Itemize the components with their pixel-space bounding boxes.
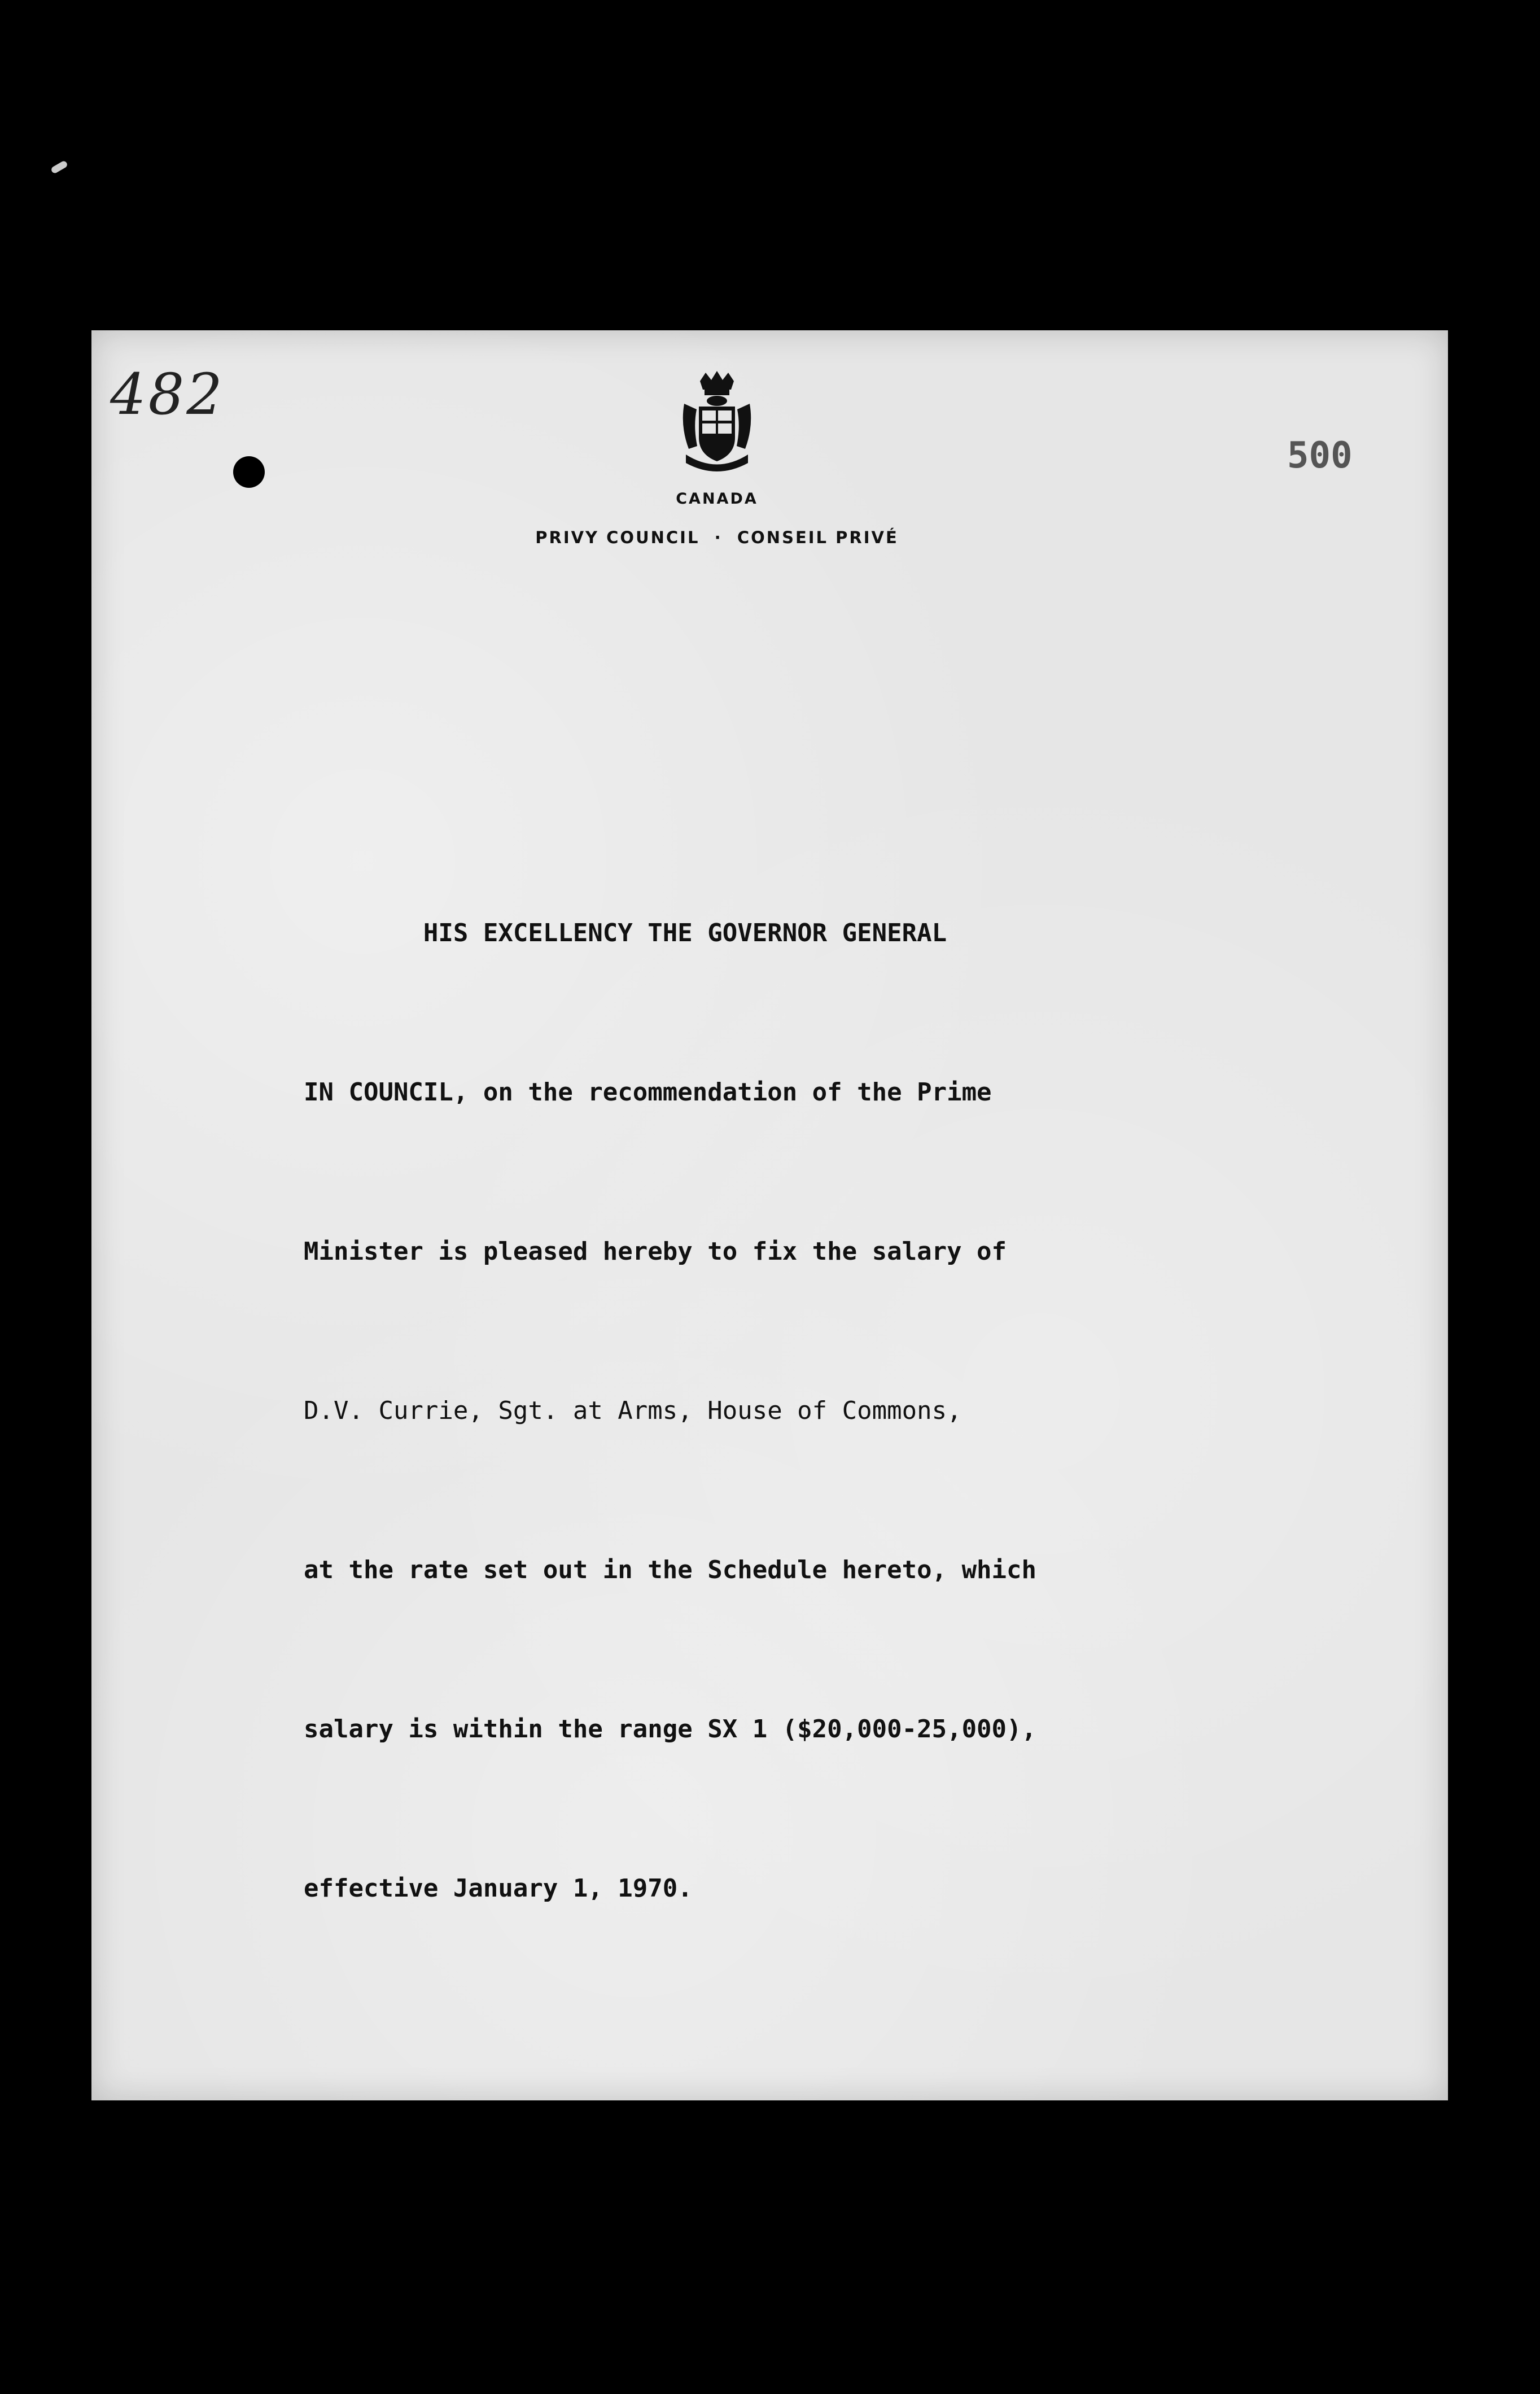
handwritten-page-number: 482 <box>110 361 225 427</box>
body-line: at the rate set out in the Schedule hereto, which <box>304 1556 1037 1584</box>
body-line: effective January 1, 1970. <box>304 1874 693 1903</box>
body-line: HIS EXCELLENCY THE GOVERNOR GENERAL <box>304 919 947 947</box>
body-line: D.V. Currie, Sgt. at Arms, House of Commons, <box>304 1396 962 1425</box>
body-line: salary is within the range SX 1 ($20,000-25,000), <box>304 1715 1037 1744</box>
letterhead-council: PRIVY COUNCIL · CONSEIL PRIVÉ <box>535 528 899 547</box>
order-in-council-text <box>304 801 1036 1968</box>
film-speck <box>50 160 68 174</box>
letterhead-country: CANADA <box>676 490 758 508</box>
punch-hole <box>233 456 265 488</box>
canada-coat-of-arms-icon <box>677 370 756 477</box>
body-line: IN COUNCIL, on the recommendation of the Prime <box>304 1078 992 1107</box>
stamped-page-number: 500 <box>1287 435 1353 477</box>
body-line: Minister is pleased hereby to fix the salary of <box>304 1237 1007 1266</box>
